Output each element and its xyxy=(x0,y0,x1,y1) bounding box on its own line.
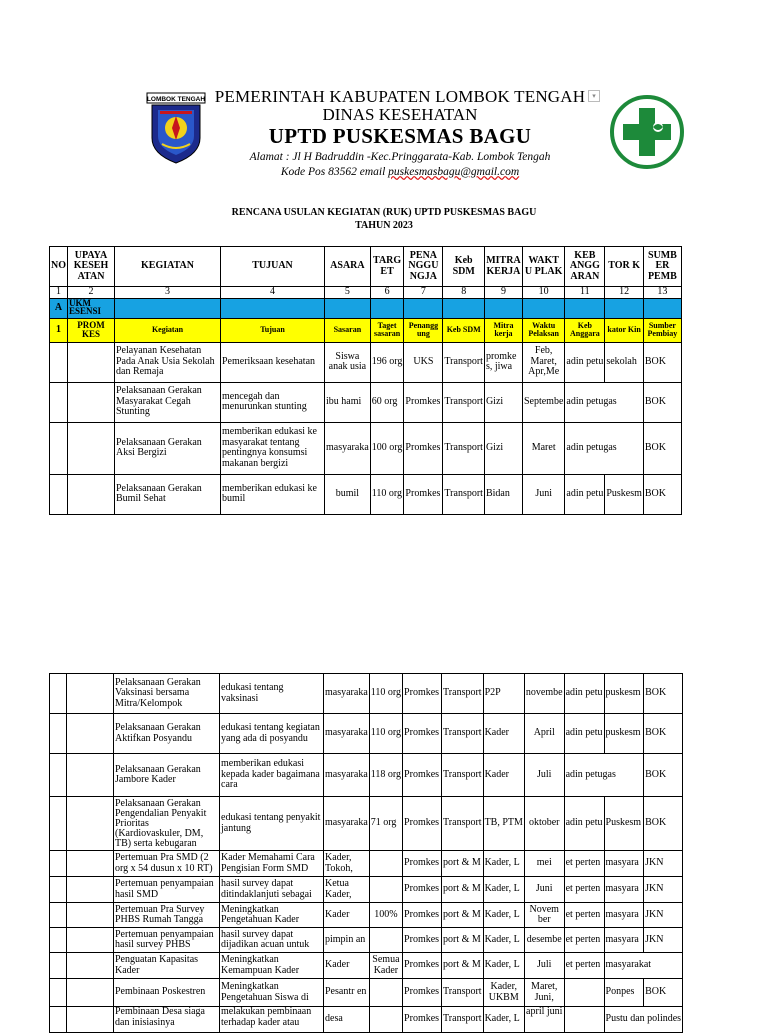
header-sasaran: ASARA xyxy=(325,247,371,287)
cell-keb-sdm: Transport xyxy=(442,754,484,797)
header-waktu: WAKT U PLAK xyxy=(522,247,564,287)
header-kegiatan: KEGIATAN xyxy=(115,247,221,287)
cell-penanggung: Promkes xyxy=(403,674,442,714)
cell-keb-sdm: Transport xyxy=(443,382,485,422)
table-row xyxy=(50,979,683,1007)
cell-keb-sdm: Transport xyxy=(442,714,484,754)
table-row xyxy=(50,674,683,714)
cell-mitra: Kader, L xyxy=(483,851,524,877)
cell-penanggung: Promkes xyxy=(403,1007,442,1033)
cell-keb-anggaran: et perten xyxy=(564,903,604,928)
cell-keb-anggaran xyxy=(564,979,604,1007)
cell-mitra: Kader, L xyxy=(483,953,524,979)
cell-keb-sdm: Transport xyxy=(443,342,485,382)
agency-line: DINAS KESEHATAN xyxy=(322,105,478,124)
cell-keb-sdm: port & M xyxy=(442,928,484,953)
cell-target: 110 org xyxy=(369,714,402,754)
cell-keb-anggaran: adin petu xyxy=(564,797,604,851)
column-number: 3 xyxy=(115,287,221,299)
cell-penanggung: Promkes xyxy=(403,953,442,979)
cell-keb-sdm: Transport xyxy=(442,797,484,851)
column-number: 2 xyxy=(68,287,115,299)
cell-penanggung: Promkes xyxy=(403,851,442,877)
cell-sumber: BOK xyxy=(643,474,681,514)
table-row xyxy=(50,953,683,979)
cell-penanggung: Promkes xyxy=(404,422,443,474)
cell-tujuan: memberikan edukasi ke bumil xyxy=(221,474,325,514)
cell-tujuan: edukasi tentang vaksinasi xyxy=(220,674,324,714)
cell-keb-sdm: Transport xyxy=(442,1007,484,1033)
document-title: RENCANA USULAN KEGIATAN (RUK) UPTD PUSKESMAS BAGU xyxy=(231,207,537,218)
sub-tujuan: Tujuan xyxy=(221,318,325,342)
cell-tor: sekolah xyxy=(605,342,644,382)
cell-kegiatan: Pelaksanaan Gerakan Vaksinasi bersama Mitra/Kelompok xyxy=(114,674,220,714)
cell-sasaran: masyaraka xyxy=(324,797,370,851)
cell-keb-sdm: port & M xyxy=(442,903,484,928)
cell-tor: masyara xyxy=(604,877,644,903)
column-number: 9 xyxy=(484,287,522,299)
cell-target: Semua Kader xyxy=(369,953,402,979)
cell-tor: masyara xyxy=(604,928,644,953)
cell-sumber: JKN xyxy=(644,851,683,877)
cell-sumber: BOK xyxy=(644,714,683,754)
header-upaya: UPAYA KESEH ATAN xyxy=(68,247,115,287)
cell-keb-sdm: Transport xyxy=(443,422,485,474)
cell-kegiatan: Pelaksanaan Gerakan Masyarakat Cegah Stunting xyxy=(115,382,221,422)
cell-kegiatan: Penguatan Kapasitas Kader xyxy=(114,953,220,979)
cell-mitra: Kader, UKBM xyxy=(483,979,524,1007)
cell-penanggung: Promkes xyxy=(403,797,442,851)
column-number: 11 xyxy=(565,287,605,299)
cell-keb-anggaran: et perten xyxy=(564,928,604,953)
sub-no: 1 xyxy=(50,318,68,342)
cell-target xyxy=(369,851,402,877)
cell-tor: masyara xyxy=(604,903,644,928)
cell-waktu: oktober xyxy=(524,797,564,851)
table-row xyxy=(50,342,682,382)
cell-keb-anggaran: et perten xyxy=(564,953,604,979)
cell-sasaran: Kader xyxy=(324,953,370,979)
table-row xyxy=(50,422,682,474)
cell-penanggung: Promkes xyxy=(403,903,442,928)
address-line: Alamat : Jl H Badruddin -Kec.Pringgarata-Kab. Lombok Tengah xyxy=(249,151,551,163)
cell-tujuan: Meningkatkan Pengetahuan Siswa di xyxy=(220,979,324,1007)
cell-waktu: Juli xyxy=(524,754,564,797)
cell-penanggung: UKS xyxy=(404,342,443,382)
cell-tujuan: hasil survey dapat dijadikan acuan untuk xyxy=(220,928,324,953)
sub-upaya: PROM KES xyxy=(68,318,115,342)
cell-tujuan: hasil survey dapat ditindaklanjuti sebagai xyxy=(220,877,324,903)
cell-waktu: desembe xyxy=(524,928,564,953)
ruk-table-page2 xyxy=(49,673,683,1033)
cell-tor: Puskesm xyxy=(604,797,644,851)
cell-tujuan: mencegah dan menurunkan stunting xyxy=(221,382,325,422)
column-number-row xyxy=(50,287,682,299)
cell-sumber: BOK xyxy=(644,754,683,797)
cell-kegiatan: Pelaksanaan Gerakan Bumil Sehat xyxy=(115,474,221,514)
puskesmas-cross-logo xyxy=(609,94,685,170)
cell-kegiatan: Pelaksanaan Gerakan Jambore Kader xyxy=(114,754,220,797)
sub-kegiatan: Kegiatan xyxy=(115,318,221,342)
sub-target: Taget sasaran xyxy=(370,318,404,342)
column-number: 5 xyxy=(325,287,371,299)
column-number: 4 xyxy=(221,287,325,299)
cell-mitra: Bidan xyxy=(484,474,522,514)
institution-name: UPTD PUSKESMAS BAGU xyxy=(268,124,532,148)
header-no: NO xyxy=(50,247,68,287)
cell-target: 110 org xyxy=(370,474,404,514)
header-sumber: SUMB ER PEMB xyxy=(643,247,681,287)
cell-sasaran: Kader xyxy=(324,903,370,928)
table-row xyxy=(50,928,683,953)
cell-tor: puskesm xyxy=(604,674,644,714)
cell-kegiatan: Pelaksanaan Gerakan Aktifkan Posyandu xyxy=(114,714,220,754)
email-address: puskesmasbagu@gmail.com xyxy=(388,165,520,178)
cell-waktu: Juni xyxy=(522,474,564,514)
cell-kegiatan: Pelayanan Kesehatan Pada Anak Usia Sekolah dan Remaja xyxy=(115,342,221,382)
cell-waktu: Novem ber xyxy=(524,903,564,928)
cell-target xyxy=(369,979,402,1007)
cell-keb-anggaran: adin petugas xyxy=(565,422,644,474)
column-number: 1 xyxy=(50,287,68,299)
cell-target: 71 org xyxy=(369,797,402,851)
cell-sumber: JKN xyxy=(644,903,683,928)
cell-tujuan: memberikan edukasi ke masyarakat tentang pentingnya konsumsi makanan bergizi xyxy=(221,422,325,474)
cell-tor: puskesm xyxy=(604,714,644,754)
cell-tujuan: Meningkatkan Pengetahuan Kader xyxy=(220,903,324,928)
sub-sumber: Sumber Pembiay xyxy=(643,318,681,342)
cell-target: 100% xyxy=(369,903,402,928)
postal-line xyxy=(210,167,590,179)
cell-sasaran: Siswa anak usia xyxy=(325,342,371,382)
cell-kegiatan: Pertemuan Pra Survey PHBS Rumah Tangga xyxy=(114,903,220,928)
cell-kegiatan: Pertemuan penyampaian hasil SMD xyxy=(114,877,220,903)
promkes-subheader-row xyxy=(50,318,682,342)
cell-sasaran: masyaraka xyxy=(324,754,370,797)
cell-mitra: Kader xyxy=(483,714,524,754)
cell-keb-anggaran: adin petugas xyxy=(564,754,644,797)
header-keb-anggaran: KEB ANGG ARAN xyxy=(565,247,605,287)
cell-target: 196 org xyxy=(370,342,404,382)
cell-sasaran: masyaraka xyxy=(325,422,371,474)
header-keb-sdm: Keb SDM xyxy=(443,247,485,287)
cell-mitra: P2P xyxy=(483,674,524,714)
sub-mitra: Mitra kerja xyxy=(484,318,522,342)
cell-sumber: BOK xyxy=(643,342,681,382)
section-a-row xyxy=(50,298,682,318)
cell-tor: Ponpes xyxy=(604,979,644,1007)
cell-mitra: Kader xyxy=(483,754,524,797)
sub-keb-sdm: Keb SDM xyxy=(443,318,485,342)
cell-keb-sdm: port & M xyxy=(442,953,484,979)
table-row xyxy=(50,1007,683,1033)
cell-penanggung: Promkes xyxy=(403,877,442,903)
cell-tujuan: melakukan pembinaan terhadap kader atau xyxy=(220,1007,324,1033)
lombok-tengah-emblem xyxy=(146,92,206,164)
cell-target xyxy=(369,1007,402,1033)
column-number: 13 xyxy=(643,287,681,299)
header-tor: TOR K xyxy=(605,247,644,287)
ruk-table-page1 xyxy=(49,246,682,515)
cell-waktu: Feb, Maret, Apr,Me xyxy=(522,342,564,382)
column-number: 12 xyxy=(605,287,644,299)
cell-keb-anggaran: adin petu xyxy=(565,474,605,514)
header-penanggung: PENA NGGU NGJA xyxy=(404,247,443,287)
table-row xyxy=(50,382,682,422)
cell-keb-sdm: port & M xyxy=(442,877,484,903)
cell-sumber: BOK xyxy=(643,422,681,474)
postal-prefix: Kode Pos 83562 email xyxy=(280,165,389,178)
svg-text:LOMBOK TENGAH: LOMBOK TENGAH xyxy=(146,96,206,103)
sub-penanggung: Penangg ung xyxy=(404,318,443,342)
cell-waktu: Maret xyxy=(522,422,564,474)
cell-kegiatan: Pelaksanaan Gerakan Pengendalian Penyakit Prioritas (Kardiovaskuler, DM, TB) serta kebugaran xyxy=(114,797,220,851)
cell-tujuan: Pemeriksaan kesehatan xyxy=(221,342,325,382)
section-label: UKM ESENSI xyxy=(68,298,115,318)
cell-keb-anggaran xyxy=(564,1007,604,1033)
cell-keb-anggaran: adin petu xyxy=(565,342,605,382)
cell-mitra: promke s, jiwa xyxy=(484,342,522,382)
table-row xyxy=(50,903,683,928)
column-number: 8 xyxy=(443,287,485,299)
cell-penanggung: Promkes xyxy=(404,474,443,514)
cell-target: 110 org xyxy=(369,674,402,714)
cell-target xyxy=(369,877,402,903)
cell-keb-anggaran: adin petugas xyxy=(565,382,644,422)
cell-waktu: April xyxy=(524,714,564,754)
section-letter: A xyxy=(50,298,68,318)
government-line: PEMERINTAH KABUPATEN LOMBOK TENGAH xyxy=(214,87,586,106)
column-number: 10 xyxy=(522,287,564,299)
cell-sumber: JKN xyxy=(644,928,683,953)
cell-waktu: mei xyxy=(524,851,564,877)
cell-sasaran: ibu hami xyxy=(325,382,371,422)
cell-sasaran: Pesantr en xyxy=(324,979,370,1007)
cell-tujuan: memberikan edukasi kepada kader bagaimana cara xyxy=(220,754,324,797)
cell-sasaran: Kader, Tokoh, xyxy=(324,851,370,877)
cell-target: 118 org xyxy=(369,754,402,797)
cell-kegiatan: Pertemuan Pra SMD (2 org x 54 dusun x 10 RT) xyxy=(114,851,220,877)
cell-target xyxy=(369,928,402,953)
cell-penanggung: Promkes xyxy=(403,928,442,953)
cell-penanggung: Promkes xyxy=(403,754,442,797)
cell-tor: masyara xyxy=(604,851,644,877)
cell-waktu: novembe xyxy=(524,674,564,714)
cell-tujuan: Meningkatkan Kemampuan Kader xyxy=(220,953,324,979)
cell-sumber: BOK xyxy=(644,674,683,714)
sub-tor: kator Kin xyxy=(605,318,644,342)
cell-mitra: Gizi xyxy=(484,422,522,474)
cell-penanggung: Promkes xyxy=(404,382,443,422)
column-number: 7 xyxy=(404,287,443,299)
cell-tor: Pustu dan polindes xyxy=(604,1007,683,1033)
cell-keb-sdm: Transport xyxy=(442,674,484,714)
document-year: TAHUN 2023 xyxy=(355,220,413,231)
cell-target: 100 org xyxy=(370,422,404,474)
cell-mitra: Gizi xyxy=(484,382,522,422)
cell-tor: masyarakat xyxy=(604,953,683,979)
cell-sumber: BOK xyxy=(644,979,683,1007)
cell-sasaran: bumil xyxy=(325,474,371,514)
sub-keb-anggaran: Keb Anggara xyxy=(565,318,605,342)
cell-keb-anggaran: adin petu xyxy=(564,714,604,754)
column-number: 6 xyxy=(370,287,404,299)
cell-mitra: Kader, L xyxy=(483,928,524,953)
table-row xyxy=(50,797,683,851)
cell-sasaran: Ketua Kader, xyxy=(324,877,370,903)
cell-waktu: april juni xyxy=(524,1007,564,1033)
cell-sumber: BOK xyxy=(643,382,681,422)
header-tujuan: TUJUAN xyxy=(221,247,325,287)
cell-sasaran: masyaraka xyxy=(324,674,370,714)
cell-kegiatan: Pelaksanaan Gerakan Aksi Bergizi xyxy=(115,422,221,474)
table-row xyxy=(50,754,683,797)
cell-waktu: Maret, Juni, xyxy=(524,979,564,1007)
sub-sasaran: Sasaran xyxy=(325,318,371,342)
table-row xyxy=(50,474,682,514)
cell-target: 60 org xyxy=(370,382,404,422)
cell-waktu: Juli xyxy=(524,953,564,979)
cell-kegiatan: Pembinaan Desa siaga dan inisiasinya xyxy=(114,1007,220,1033)
cell-mitra: TB, PTM xyxy=(483,797,524,851)
cell-keb-sdm: port & M xyxy=(442,851,484,877)
cell-kegiatan: Pertemuan penyampaian hasil survey PHBS xyxy=(114,928,220,953)
cell-mitra: Kader, L xyxy=(483,1007,524,1033)
header-mitra: MITRA KERJA xyxy=(484,247,522,287)
dropdown-marker-icon: ▾ xyxy=(588,90,600,102)
cell-kegiatan: Pembinaan Poskestren xyxy=(114,979,220,1007)
cell-keb-anggaran: adin petu xyxy=(564,674,604,714)
cell-sasaran: pimpin an xyxy=(324,928,370,953)
cell-waktu: Juni xyxy=(524,877,564,903)
cell-penanggung: Promkes xyxy=(403,979,442,1007)
cell-tujuan: edukasi tentang kegiatan yang ada di posyandu xyxy=(220,714,324,754)
sub-waktu: Waktu Pelaksan xyxy=(522,318,564,342)
header-target: TARG ET xyxy=(370,247,404,287)
cell-mitra: Kader, L xyxy=(483,877,524,903)
cell-waktu: Septembe xyxy=(522,382,564,422)
table-row xyxy=(50,851,683,877)
cell-sumber: BOK xyxy=(644,797,683,851)
cell-sasaran: masyaraka xyxy=(324,714,370,754)
table-row xyxy=(50,877,683,903)
cell-sumber: JKN xyxy=(644,877,683,903)
cell-mitra: Kader, L xyxy=(483,903,524,928)
cell-tor: Puskesm xyxy=(605,474,644,514)
cell-sasaran: desa xyxy=(324,1007,370,1033)
cell-tujuan: Kader Memahami Cara Pengisian Form SMD xyxy=(220,851,324,877)
cell-keb-sdm: Transport xyxy=(443,474,485,514)
cell-keb-anggaran: et perten xyxy=(564,877,604,903)
table-header-row xyxy=(50,247,682,287)
cell-penanggung: Promkes xyxy=(403,714,442,754)
cell-tujuan: edukasi tentang penyakit jantung xyxy=(220,797,324,851)
cell-keb-sdm: Transport xyxy=(442,979,484,1007)
letterhead-text xyxy=(210,88,590,178)
table-row xyxy=(50,714,683,754)
cell-keb-anggaran: et perten xyxy=(564,851,604,877)
